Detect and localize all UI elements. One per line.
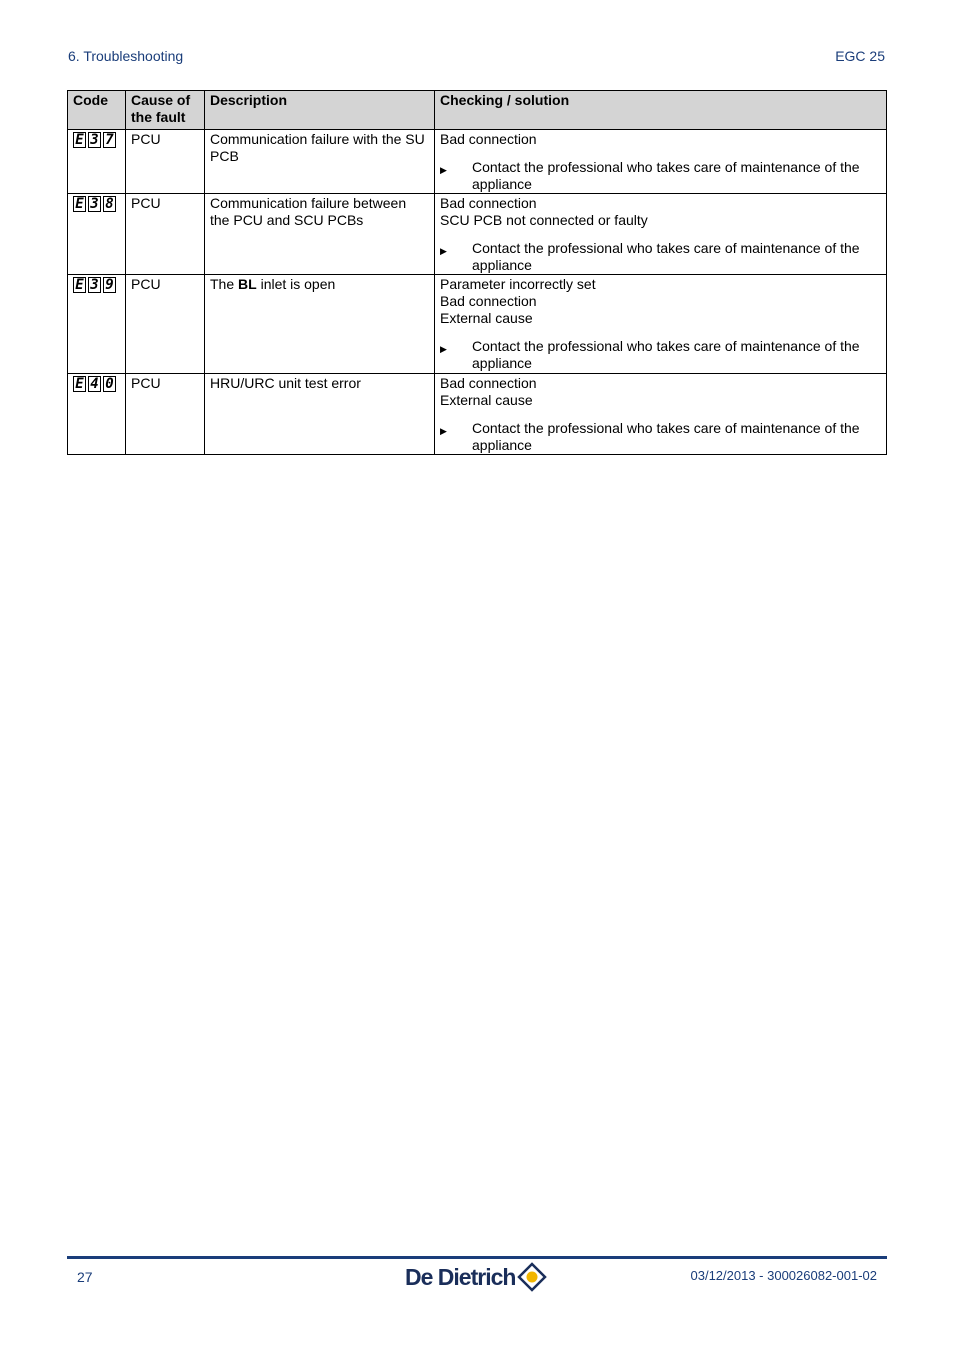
col-header-cause: Cause of the fault (126, 91, 205, 130)
code-digit: 8 (103, 196, 116, 212)
check-item: Parameter incorrectly set (440, 276, 596, 292)
fault-cause: PCU (126, 374, 205, 455)
code-digit: 3 (88, 196, 101, 212)
check-item: Bad connection (440, 293, 537, 309)
fault-cause: PCU (126, 194, 205, 275)
description-bold-term: BL (238, 276, 257, 292)
triangle-right-icon: ▶ (440, 344, 447, 354)
fault-description: HRU/URC unit test error (205, 374, 435, 455)
fault-code (68, 130, 126, 194)
fault-description: Communication failure between the PCU and SCU PCBs (205, 194, 435, 275)
check-item: Bad connection (440, 131, 537, 147)
description-text: inlet is open (256, 276, 336, 292)
diamond-logo-icon (517, 1262, 547, 1292)
brand-name: De Dietrich (405, 1263, 516, 1290)
check-item: External cause (440, 310, 533, 326)
code-digit: 7 (103, 132, 116, 148)
triangle-right-icon: ▶ (440, 426, 447, 436)
footer-rule (67, 1256, 887, 1259)
fault-code (68, 374, 126, 455)
page-number: 27 (77, 1269, 93, 1285)
brand-logo (405, 1262, 547, 1292)
action-text: Contact the professional who takes care of maintenance of the appliance (472, 159, 860, 192)
fault-solution (435, 130, 887, 194)
action-text: Contact the professional who takes care of maintenance of the appliance (472, 420, 860, 453)
check-item: External cause (440, 392, 533, 408)
check-item: Bad connection (440, 375, 537, 391)
code-digit: 4 (88, 376, 101, 392)
col-header-code: Code (68, 91, 126, 130)
description-text: The (210, 276, 239, 292)
fault-description (205, 275, 435, 374)
fault-description: Communication failure with the SU PCB (205, 130, 435, 194)
check-item: Bad connection (440, 195, 537, 211)
fault-cause: PCU (126, 275, 205, 374)
action-item (440, 159, 881, 193)
action-item (440, 338, 881, 372)
table-row (68, 275, 887, 374)
code-digit: 3 (88, 132, 101, 148)
section-title: 6. Troubleshooting (68, 48, 184, 64)
document-reference: 03/12/2013 - 300026082-001-02 (690, 1268, 877, 1283)
action-text: Contact the professional who takes care of maintenance of the appliance (472, 338, 860, 371)
code-digit: E (73, 196, 86, 212)
code-digit: E (73, 376, 86, 392)
fault-table (67, 90, 887, 455)
action-text: Contact the professional who takes care of maintenance of the appliance (472, 240, 860, 273)
fault-code (68, 275, 126, 374)
table-row (68, 194, 887, 275)
triangle-right-icon: ▶ (440, 165, 447, 175)
col-header-description: Description (205, 91, 435, 130)
fault-solution (435, 374, 887, 455)
code-digit: 3 (88, 277, 101, 293)
document-model: EGC 25 (835, 48, 885, 64)
fault-solution (435, 194, 887, 275)
table-header-row (68, 91, 887, 130)
table-row (68, 374, 887, 455)
col-header-checking: Checking / solution (435, 91, 887, 130)
action-item (440, 240, 881, 274)
triangle-right-icon: ▶ (440, 246, 447, 256)
fault-code (68, 194, 126, 275)
code-digit: 0 (103, 376, 116, 392)
table-row (68, 130, 887, 194)
code-digit: E (73, 132, 86, 148)
fault-cause: PCU (126, 130, 205, 194)
fault-solution (435, 275, 887, 374)
code-digit: E (73, 277, 86, 293)
action-item (440, 420, 881, 454)
code-digit: 9 (103, 277, 116, 293)
check-item: SCU PCB not connected or faulty (440, 212, 648, 228)
